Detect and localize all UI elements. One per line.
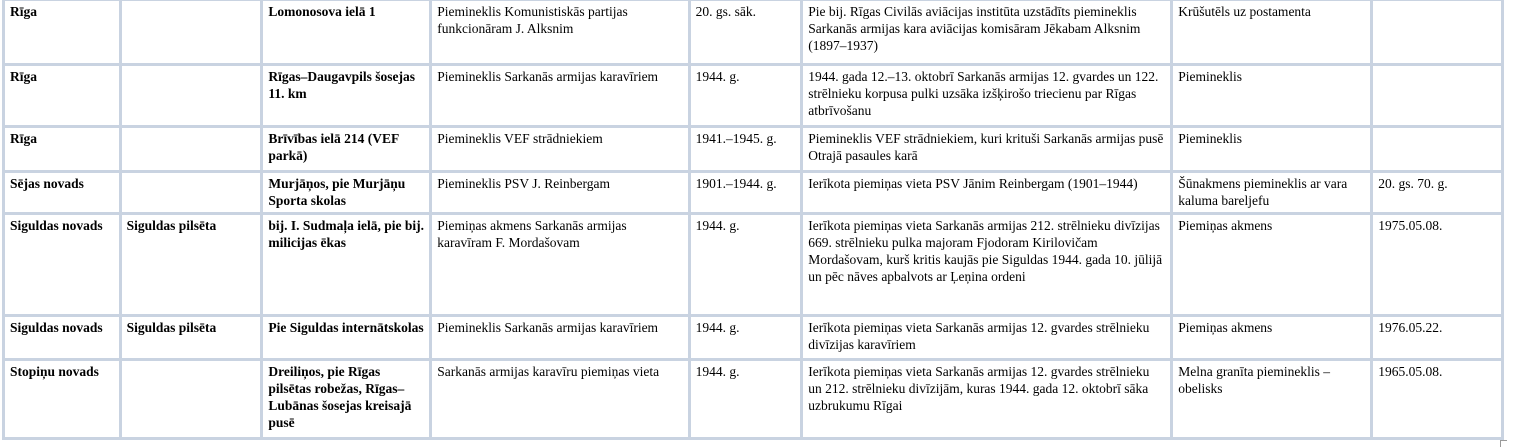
page-corner-mark (1500, 440, 1507, 447)
cell-city: Siguldas pilsēta (122, 317, 261, 358)
cell-monument-name: Sarkanās armijas karavīru piemiņas vieta (432, 361, 687, 437)
table-row (5, 128, 1501, 171)
cell-description: Ierīkota piemiņas vieta Sarkanās armijas 212. strēlnieku divīzijas 669. strēlnieku pulka majoram Fjodoram Kirilovičam Mordašovam, kurš kritis kaujās pie Siguldas 1944. gada 10. jūlijā un pēc nāves apbalvots ar Ļeņina ordeni (803, 215, 1170, 314)
table-row (5, 66, 1501, 125)
cell-monument-name: Piemineklis VEF strādniekiem (432, 128, 687, 171)
monuments-table (2, 0, 1504, 440)
cell-description: Ierīkota piemiņas vieta Sarkanās armijas 12. gvardes strēlnieku divīzijas karavīriem (803, 317, 1170, 358)
cell-monument-type: Melna granīta piemineklis – obelisks (1173, 361, 1370, 437)
cell-region: Rīga (5, 1, 119, 63)
cell-address: Murjāņos, pie Murjāņu Sporta skolas (263, 173, 429, 212)
cell-region: Stopiņu novads (5, 361, 119, 437)
cell-city (122, 66, 261, 125)
cell-description: Ierīkota piemiņas vieta PSV Jānim Reinbergam (1901–1944) (803, 173, 1170, 212)
cell-period: 20. gs. sāk. (691, 1, 801, 63)
cell-address: Pie Siguldas internātskolas (263, 317, 429, 358)
table-row (5, 1, 1501, 63)
cell-description: Ierīkota piemiņas vieta Sarkanās armijas 12. gvardes strēlnieku un 212. strēlnieku divīzijām, kuras 1944. gada 12. oktobrī sāka uzbrukumu Rīgai (803, 361, 1170, 437)
cell-monument-type: Piemiņas akmens (1173, 317, 1370, 358)
cell-region: Rīga (5, 128, 119, 171)
cell-city (122, 361, 261, 437)
cell-monument-type: Šūnakmens piemineklis ar vara kaluma bareljefu (1173, 173, 1370, 212)
cell-date: 20. gs. 70. g. (1373, 173, 1501, 212)
document-page (2, 0, 1504, 440)
cell-monument-type: Krūšutēls uz postamenta (1173, 1, 1370, 63)
cell-period: 1944. g. (691, 215, 801, 314)
cell-address: Dreiliņos, pie Rīgas pilsētas robežas, Rīgas–Lubānas šosejas kreisajā pusē (263, 361, 429, 437)
cell-monument-type: Piemineklis (1173, 128, 1370, 171)
cell-period: 1944. g. (691, 317, 801, 358)
cell-monument-name: Piemiņas akmens Sarkanās armijas karavīram F. Mordašovam (432, 215, 687, 314)
cell-description: Piemineklis VEF strādniekiem, kuri krituši Sarkanās armijas pusē Otrajā pasaules karā (803, 128, 1170, 171)
cell-region: Siguldas novads (5, 317, 119, 358)
cell-address: bij. I. Sudmaļa ielā, pie bij. milicijas ēkas (263, 215, 429, 314)
cell-date: 1976.05.22. (1373, 317, 1501, 358)
cell-monument-name: Piemineklis Komunistiskās partijas funkcionāram J. Alksnim (432, 1, 687, 63)
cell-period: 1944. g. (691, 361, 801, 437)
table-row (5, 317, 1501, 358)
cell-address: Rīgas–Daugavpils šosejas 11. km (263, 66, 429, 125)
table-row (5, 173, 1501, 212)
cell-description: 1944. gada 12.–13. oktobrī Sarkanās armijas 12. gvardes un 122. strēlnieku korpusa pulki uzsāka izšķirošo triecienu par Rīgas atbrīvošanu (803, 66, 1170, 125)
cell-period: 1901.–1944. g. (691, 173, 801, 212)
cell-monument-name: Piemineklis PSV J. Reinbergam (432, 173, 687, 212)
table-row (5, 215, 1501, 314)
cell-city (122, 1, 261, 63)
cell-date: 1965.05.08. (1373, 361, 1501, 437)
cell-monument-name: Piemineklis Sarkanās armijas karavīriem (432, 66, 687, 125)
cell-city (122, 128, 261, 171)
cell-period: 1944. g. (691, 66, 801, 125)
cell-period: 1941.–1945. g. (691, 128, 801, 171)
cell-city: Siguldas pilsēta (122, 215, 261, 314)
cell-city (122, 173, 261, 212)
cell-date (1373, 1, 1501, 63)
cell-address: Lomonosova ielā 1 (263, 1, 429, 63)
cell-description: Pie bij. Rīgas Civilās aviācijas institūta uzstādīts piemineklis Sarkanās armijas kara aviācijas komisāram Jēkabam Alksnim (1897–1937) (803, 1, 1170, 63)
cell-region: Siguldas novads (5, 215, 119, 314)
table-row (5, 361, 1501, 437)
cell-monument-type: Piemiņas akmens (1173, 215, 1370, 314)
cell-date: 1975.05.08. (1373, 215, 1501, 314)
cell-address: Brīvības ielā 214 (VEF parkā) (263, 128, 429, 171)
cell-region: Sējas novads (5, 173, 119, 212)
cell-date (1373, 66, 1501, 125)
cell-monument-name: Piemineklis Sarkanās armijas karavīriem (432, 317, 687, 358)
cell-date (1373, 128, 1501, 171)
cell-monument-type: Piemineklis (1173, 66, 1370, 125)
cell-region: Rīga (5, 66, 119, 125)
